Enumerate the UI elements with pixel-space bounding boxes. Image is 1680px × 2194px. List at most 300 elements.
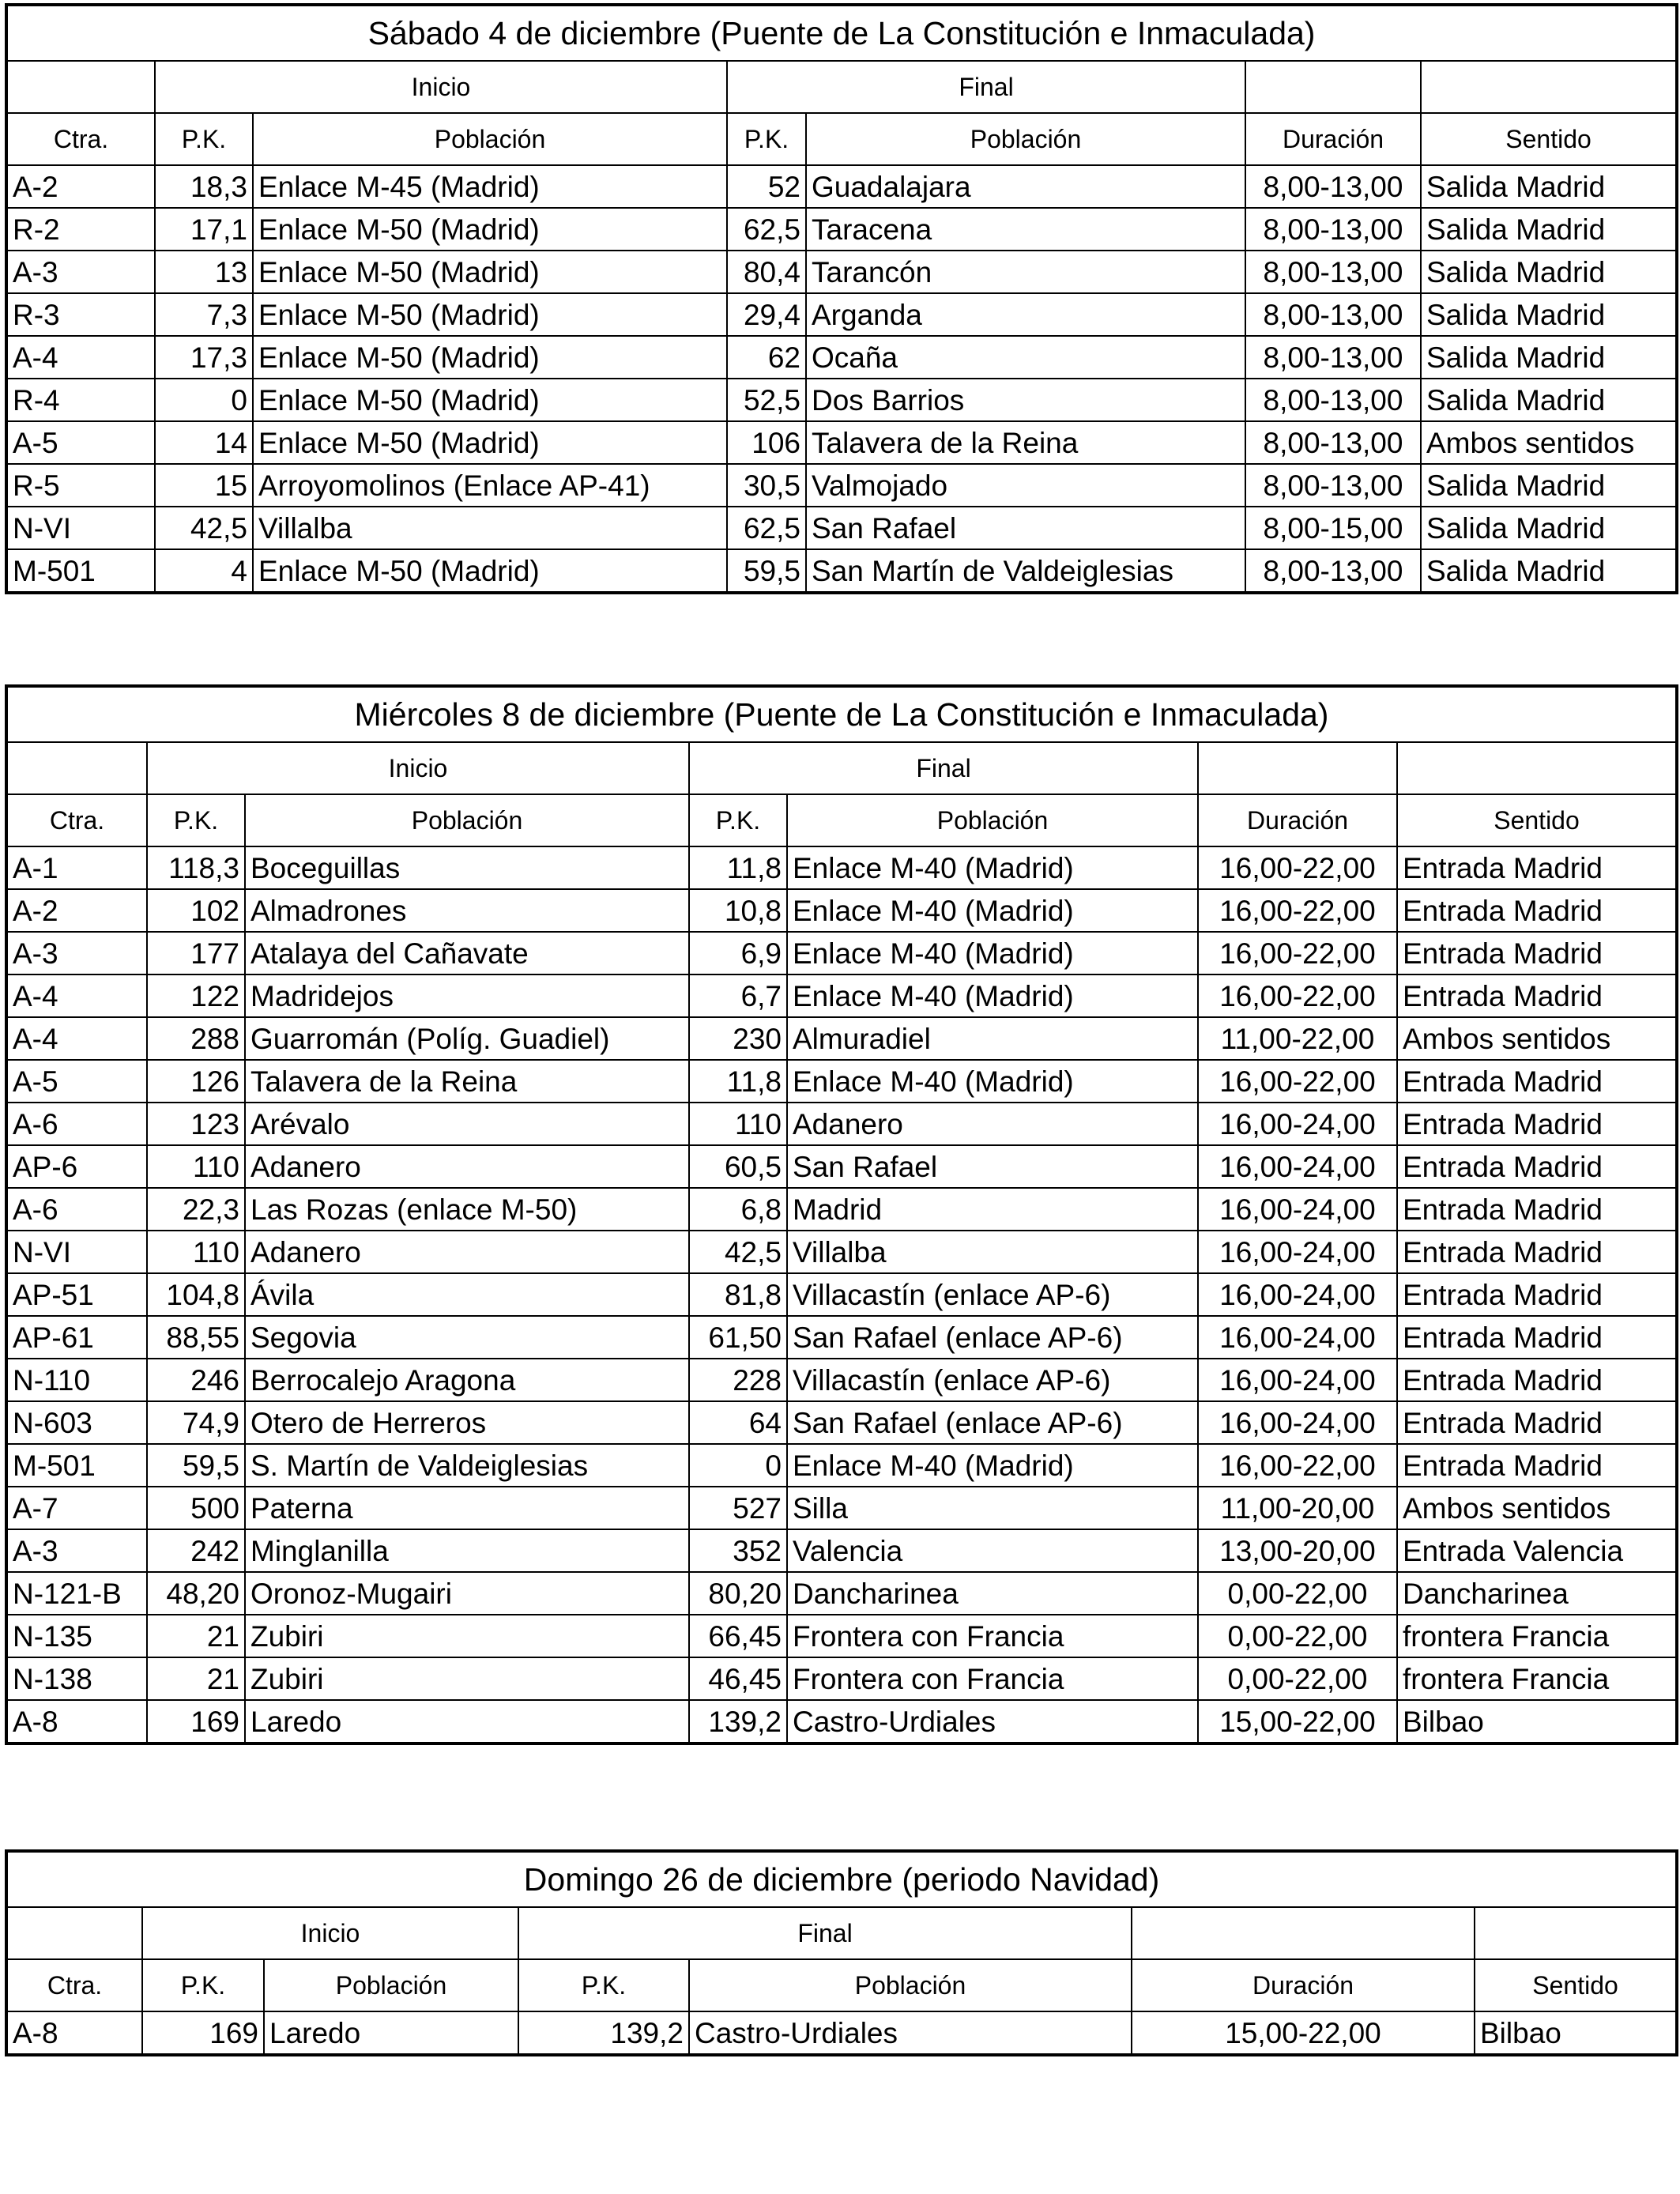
cell-duracion: 16,00-24,00 bbox=[1198, 1145, 1397, 1188]
table-row bbox=[6, 1487, 1677, 1529]
cell-ctra: N-138 bbox=[6, 1657, 147, 1700]
cell-sentido: Entrada Madrid bbox=[1397, 846, 1677, 889]
column-header-pk-final: P.K. bbox=[727, 113, 806, 165]
group-header-empty bbox=[6, 1907, 142, 1959]
cell-sentido: Salida Madrid bbox=[1421, 165, 1677, 208]
cell-pk-inicio: 0 bbox=[155, 379, 253, 421]
cell-poblacion-inicio: Paterna bbox=[245, 1487, 689, 1529]
cell-sentido: Entrada Madrid bbox=[1397, 1231, 1677, 1273]
cell-ctra: A-2 bbox=[6, 165, 155, 208]
cell-poblacion-inicio: S. Martín de Valdeiglesias bbox=[245, 1444, 689, 1487]
cell-sentido: Salida Madrid bbox=[1421, 251, 1677, 293]
cell-duracion: 11,00-22,00 bbox=[1198, 1017, 1397, 1060]
cell-pk-inicio: 246 bbox=[147, 1359, 245, 1401]
cell-sentido: Entrada Madrid bbox=[1397, 1359, 1677, 1401]
column-header-pk-final: P.K. bbox=[689, 794, 787, 846]
cell-poblacion-final: San Rafael bbox=[787, 1145, 1198, 1188]
cell-sentido: Salida Madrid bbox=[1421, 464, 1677, 507]
cell-poblacion-inicio: Las Rozas (enlace M-50) bbox=[245, 1188, 689, 1231]
cell-poblacion-final: Dancharinea bbox=[787, 1572, 1198, 1615]
group-header-final: Final bbox=[727, 61, 1245, 113]
cell-sentido: Salida Madrid bbox=[1421, 336, 1677, 379]
cell-pk-final: 6,9 bbox=[689, 932, 787, 974]
cell-sentido: Entrada Madrid bbox=[1397, 1103, 1677, 1145]
cell-ctra: A-5 bbox=[6, 1060, 147, 1103]
cell-pk-inicio: 122 bbox=[147, 974, 245, 1017]
column-header-row bbox=[6, 1959, 1677, 2011]
cell-pk-final: 6,7 bbox=[689, 974, 787, 1017]
cell-pk-final: 59,5 bbox=[727, 549, 806, 593]
table-row bbox=[6, 464, 1677, 507]
cell-poblacion-inicio: Adanero bbox=[245, 1231, 689, 1273]
cell-poblacion-final: Valmojado bbox=[806, 464, 1245, 507]
cell-pk-final: 30,5 bbox=[727, 464, 806, 507]
cell-ctra: A-6 bbox=[6, 1103, 147, 1145]
cell-poblacion-final: Adanero bbox=[787, 1103, 1198, 1145]
cell-poblacion-inicio: Minglanilla bbox=[245, 1529, 689, 1572]
cell-ctra: N-110 bbox=[6, 1359, 147, 1401]
group-header-inicio: Inicio bbox=[147, 742, 689, 794]
cell-pk-final: 352 bbox=[689, 1529, 787, 1572]
cell-pk-inicio: 123 bbox=[147, 1103, 245, 1145]
cell-poblacion-final: Talavera de la Reina bbox=[806, 421, 1245, 464]
cell-sentido: Salida Madrid bbox=[1421, 507, 1677, 549]
cell-ctra: N-VI bbox=[6, 507, 155, 549]
table-row bbox=[6, 549, 1677, 593]
group-header-empty bbox=[1421, 61, 1677, 113]
cell-pk-inicio: 500 bbox=[147, 1487, 245, 1529]
cell-pk-inicio: 74,9 bbox=[147, 1401, 245, 1444]
cell-poblacion-final: Frontera con Francia bbox=[787, 1657, 1198, 1700]
cell-poblacion-inicio: Ávila bbox=[245, 1273, 689, 1316]
table-row bbox=[6, 1188, 1677, 1231]
table-row bbox=[6, 379, 1677, 421]
cell-duracion: 16,00-24,00 bbox=[1198, 1401, 1397, 1444]
cell-pk-inicio: 126 bbox=[147, 1060, 245, 1103]
cell-sentido: Entrada Madrid bbox=[1397, 932, 1677, 974]
cell-ctra: A-5 bbox=[6, 421, 155, 464]
cell-sentido: Salida Madrid bbox=[1421, 293, 1677, 336]
table-row bbox=[6, 1273, 1677, 1316]
cell-poblacion-final: Villacastín (enlace AP-6) bbox=[787, 1273, 1198, 1316]
group-header-empty bbox=[1132, 1907, 1475, 1959]
cell-sentido: Entrada Madrid bbox=[1397, 1145, 1677, 1188]
column-header-poblacion-final: Población bbox=[806, 113, 1245, 165]
cell-duracion: 16,00-22,00 bbox=[1198, 889, 1397, 932]
column-header-sentido: Sentido bbox=[1421, 113, 1677, 165]
cell-poblacion-inicio: Arroyomolinos (Enlace AP-41) bbox=[253, 464, 727, 507]
group-header-row bbox=[6, 1907, 1677, 1959]
cell-ctra: R-5 bbox=[6, 464, 155, 507]
cell-duracion: 8,00-15,00 bbox=[1245, 507, 1421, 549]
cell-duracion: 16,00-22,00 bbox=[1198, 846, 1397, 889]
cell-pk-final: 11,8 bbox=[689, 1060, 787, 1103]
cell-sentido: Salida Madrid bbox=[1421, 208, 1677, 251]
cell-duracion: 16,00-22,00 bbox=[1198, 974, 1397, 1017]
cell-poblacion-inicio: Almadrones bbox=[245, 889, 689, 932]
cell-poblacion-final: San Martín de Valdeiglesias bbox=[806, 549, 1245, 593]
cell-sentido: Ambos sentidos bbox=[1397, 1487, 1677, 1529]
cell-pk-inicio: 177 bbox=[147, 932, 245, 974]
cell-duracion: 0,00-22,00 bbox=[1198, 1572, 1397, 1615]
table-row bbox=[6, 1231, 1677, 1273]
cell-duracion: 16,00-24,00 bbox=[1198, 1103, 1397, 1145]
column-header-row bbox=[6, 113, 1677, 165]
group-header-inicio: Inicio bbox=[155, 61, 727, 113]
cell-poblacion-final: Arganda bbox=[806, 293, 1245, 336]
cell-poblacion-inicio: Berrocalejo Aragona bbox=[245, 1359, 689, 1401]
cell-pk-final: 42,5 bbox=[689, 1231, 787, 1273]
cell-pk-final: 81,8 bbox=[689, 1273, 787, 1316]
table-row bbox=[6, 208, 1677, 251]
table-row bbox=[6, 165, 1677, 208]
column-header-ctra: Ctra. bbox=[6, 1959, 142, 2011]
cell-pk-inicio: 110 bbox=[147, 1231, 245, 1273]
cell-duracion: 8,00-13,00 bbox=[1245, 379, 1421, 421]
cell-poblacion-final: Villalba bbox=[787, 1231, 1198, 1273]
cell-pk-final: 10,8 bbox=[689, 889, 787, 932]
cell-pk-final: 230 bbox=[689, 1017, 787, 1060]
cell-duracion: 13,00-20,00 bbox=[1198, 1529, 1397, 1572]
cell-ctra: M-501 bbox=[6, 1444, 147, 1487]
group-header-empty bbox=[6, 742, 147, 794]
cell-sentido: Salida Madrid bbox=[1421, 379, 1677, 421]
cell-poblacion-inicio: Enlace M-50 (Madrid) bbox=[253, 208, 727, 251]
cell-ctra: A-8 bbox=[6, 2011, 142, 2055]
table-row bbox=[6, 1572, 1677, 1615]
cell-ctra: A-4 bbox=[6, 974, 147, 1017]
group-header-final: Final bbox=[689, 742, 1198, 794]
cell-sentido: Entrada Madrid bbox=[1397, 974, 1677, 1017]
table-row bbox=[6, 889, 1677, 932]
cell-poblacion-final: San Rafael bbox=[806, 507, 1245, 549]
cell-pk-inicio: 22,3 bbox=[147, 1188, 245, 1231]
table-row bbox=[6, 1401, 1677, 1444]
cell-poblacion-final: Frontera con Francia bbox=[787, 1615, 1198, 1657]
table-title-row bbox=[6, 686, 1677, 742]
cell-sentido: Entrada Madrid bbox=[1397, 1273, 1677, 1316]
cell-pk-inicio: 288 bbox=[147, 1017, 245, 1060]
table-row bbox=[6, 1145, 1677, 1188]
table-miercoles-8-diciembre bbox=[5, 684, 1678, 1745]
cell-duracion: 8,00-13,00 bbox=[1245, 251, 1421, 293]
cell-pk-inicio: 15 bbox=[155, 464, 253, 507]
cell-pk-final: 62,5 bbox=[727, 507, 806, 549]
table-row bbox=[6, 1657, 1677, 1700]
cell-pk-final: 527 bbox=[689, 1487, 787, 1529]
cell-pk-inicio: 7,3 bbox=[155, 293, 253, 336]
table-row bbox=[6, 251, 1677, 293]
cell-pk-final: 29,4 bbox=[727, 293, 806, 336]
column-header-poblacion-final: Población bbox=[787, 794, 1198, 846]
cell-poblacion-inicio: Boceguillas bbox=[245, 846, 689, 889]
cell-pk-inicio: 4 bbox=[155, 549, 253, 593]
cell-duracion: 16,00-22,00 bbox=[1198, 1444, 1397, 1487]
column-header-pk-inicio: P.K. bbox=[155, 113, 253, 165]
column-header-ctra: Ctra. bbox=[6, 113, 155, 165]
cell-poblacion-inicio: Otero de Herreros bbox=[245, 1401, 689, 1444]
cell-ctra: AP-61 bbox=[6, 1316, 147, 1359]
column-header-poblacion-inicio: Población bbox=[264, 1959, 518, 2011]
table-title: Miércoles 8 de diciembre (Puente de La Constitución e Inmaculada) bbox=[6, 686, 1677, 742]
cell-pk-final: 106 bbox=[727, 421, 806, 464]
cell-ctra: N-121-B bbox=[6, 1572, 147, 1615]
cell-poblacion-inicio: Enlace M-50 (Madrid) bbox=[253, 251, 727, 293]
cell-pk-final: 139,2 bbox=[689, 1700, 787, 1744]
cell-pk-final: 62 bbox=[727, 336, 806, 379]
table-row bbox=[6, 932, 1677, 974]
cell-duracion: 15,00-22,00 bbox=[1132, 2011, 1475, 2055]
group-header-row bbox=[6, 742, 1677, 794]
cell-pk-final: 61,50 bbox=[689, 1316, 787, 1359]
cell-poblacion-final: Castro-Urdiales bbox=[787, 1700, 1198, 1744]
table-row bbox=[6, 293, 1677, 336]
cell-ctra: A-6 bbox=[6, 1188, 147, 1231]
column-header-ctra: Ctra. bbox=[6, 794, 147, 846]
cell-poblacion-final: Silla bbox=[787, 1487, 1198, 1529]
table-row bbox=[6, 507, 1677, 549]
cell-poblacion-inicio: Oronoz-Mugairi bbox=[245, 1572, 689, 1615]
cell-sentido: Salida Madrid bbox=[1421, 549, 1677, 593]
cell-pk-inicio: 104,8 bbox=[147, 1273, 245, 1316]
cell-poblacion-inicio: Enlace M-50 (Madrid) bbox=[253, 421, 727, 464]
cell-pk-final: 46,45 bbox=[689, 1657, 787, 1700]
cell-poblacion-final: Tarancón bbox=[806, 251, 1245, 293]
cell-ctra: A-4 bbox=[6, 1017, 147, 1060]
cell-sentido: Entrada Valencia bbox=[1397, 1529, 1677, 1572]
column-header-duracion: Duración bbox=[1132, 1959, 1475, 2011]
cell-duracion: 16,00-22,00 bbox=[1198, 1060, 1397, 1103]
table-row bbox=[6, 1103, 1677, 1145]
cell-poblacion-final: Guadalajara bbox=[806, 165, 1245, 208]
table-row bbox=[6, 1060, 1677, 1103]
cell-poblacion-inicio: Villalba bbox=[253, 507, 727, 549]
cell-pk-final: 80,4 bbox=[727, 251, 806, 293]
column-header-sentido: Sentido bbox=[1475, 1959, 1677, 2011]
table-row bbox=[6, 2011, 1677, 2055]
cell-ctra: A-3 bbox=[6, 932, 147, 974]
column-header-pk-final: P.K. bbox=[518, 1959, 689, 2011]
cell-duracion: 16,00-22,00 bbox=[1198, 932, 1397, 974]
cell-ctra: A-4 bbox=[6, 336, 155, 379]
cell-poblacion-final: Enlace M-40 (Madrid) bbox=[787, 1444, 1198, 1487]
table-row bbox=[6, 1017, 1677, 1060]
cell-ctra: M-501 bbox=[6, 549, 155, 593]
group-header-final: Final bbox=[518, 1907, 1132, 1959]
cell-pk-inicio: 21 bbox=[147, 1657, 245, 1700]
table-row bbox=[6, 1700, 1677, 1744]
cell-poblacion-final: Dos Barrios bbox=[806, 379, 1245, 421]
cell-poblacion-inicio: Madridejos bbox=[245, 974, 689, 1017]
cell-poblacion-inicio: Adanero bbox=[245, 1145, 689, 1188]
cell-ctra: A-1 bbox=[6, 846, 147, 889]
cell-duracion: 8,00-13,00 bbox=[1245, 549, 1421, 593]
table-title-row bbox=[6, 1851, 1677, 1907]
cell-poblacion-inicio: Enlace M-50 (Madrid) bbox=[253, 379, 727, 421]
cell-duracion: 8,00-13,00 bbox=[1245, 165, 1421, 208]
cell-pk-inicio: 110 bbox=[147, 1145, 245, 1188]
cell-ctra: R-4 bbox=[6, 379, 155, 421]
table-title-row bbox=[6, 5, 1677, 61]
column-header-row bbox=[6, 794, 1677, 846]
cell-pk-inicio: 118,3 bbox=[147, 846, 245, 889]
cell-pk-final: 80,20 bbox=[689, 1572, 787, 1615]
table-row bbox=[6, 1615, 1677, 1657]
cell-pk-inicio: 102 bbox=[147, 889, 245, 932]
cell-sentido: Entrada Madrid bbox=[1397, 1060, 1677, 1103]
cell-pk-inicio: 169 bbox=[142, 2011, 264, 2055]
cell-sentido: frontera Francia bbox=[1397, 1615, 1677, 1657]
cell-pk-inicio: 48,20 bbox=[147, 1572, 245, 1615]
cell-sentido: Bilbao bbox=[1397, 1700, 1677, 1744]
group-header-empty bbox=[1475, 1907, 1677, 1959]
cell-pk-inicio: 18,3 bbox=[155, 165, 253, 208]
cell-duracion: 8,00-13,00 bbox=[1245, 464, 1421, 507]
cell-ctra: AP-51 bbox=[6, 1273, 147, 1316]
column-header-duracion: Duración bbox=[1198, 794, 1397, 846]
cell-pk-final: 62,5 bbox=[727, 208, 806, 251]
cell-poblacion-inicio: Enlace M-50 (Madrid) bbox=[253, 549, 727, 593]
cell-poblacion-final: Madrid bbox=[787, 1188, 1198, 1231]
cell-pk-inicio: 14 bbox=[155, 421, 253, 464]
cell-pk-inicio: 13 bbox=[155, 251, 253, 293]
cell-poblacion-inicio: Atalaya del Cañavate bbox=[245, 932, 689, 974]
cell-pk-inicio: 59,5 bbox=[147, 1444, 245, 1487]
column-header-pk-inicio: P.K. bbox=[142, 1959, 264, 2011]
cell-duracion: 0,00-22,00 bbox=[1198, 1615, 1397, 1657]
cell-duracion: 8,00-13,00 bbox=[1245, 208, 1421, 251]
cell-pk-final: 139,2 bbox=[518, 2011, 689, 2055]
cell-poblacion-final: Ocaña bbox=[806, 336, 1245, 379]
cell-poblacion-final: Castro-Urdiales bbox=[689, 2011, 1132, 2055]
cell-poblacion-final: Almuradiel bbox=[787, 1017, 1198, 1060]
cell-pk-final: 66,45 bbox=[689, 1615, 787, 1657]
cell-duracion: 16,00-24,00 bbox=[1198, 1188, 1397, 1231]
cell-ctra: A-3 bbox=[6, 251, 155, 293]
cell-duracion: 11,00-20,00 bbox=[1198, 1487, 1397, 1529]
cell-poblacion-inicio: Talavera de la Reina bbox=[245, 1060, 689, 1103]
cell-duracion: 16,00-24,00 bbox=[1198, 1231, 1397, 1273]
cell-poblacion-final: Enlace M-40 (Madrid) bbox=[787, 846, 1198, 889]
cell-pk-inicio: 21 bbox=[147, 1615, 245, 1657]
table-domingo-26-diciembre bbox=[5, 1849, 1678, 2056]
group-header-row bbox=[6, 61, 1677, 113]
cell-duracion: 8,00-13,00 bbox=[1245, 336, 1421, 379]
column-header-duracion: Duración bbox=[1245, 113, 1421, 165]
cell-pk-final: 0 bbox=[689, 1444, 787, 1487]
cell-pk-final: 110 bbox=[689, 1103, 787, 1145]
column-header-poblacion-inicio: Población bbox=[253, 113, 727, 165]
cell-poblacion-final: Valencia bbox=[787, 1529, 1198, 1572]
cell-poblacion-inicio: Laredo bbox=[264, 2011, 518, 2055]
cell-sentido: Bilbao bbox=[1475, 2011, 1677, 2055]
cell-sentido: frontera Francia bbox=[1397, 1657, 1677, 1700]
cell-pk-final: 11,8 bbox=[689, 846, 787, 889]
cell-ctra: A-3 bbox=[6, 1529, 147, 1572]
table-row bbox=[6, 336, 1677, 379]
table-row bbox=[6, 974, 1677, 1017]
cell-poblacion-inicio: Enlace M-45 (Madrid) bbox=[253, 165, 727, 208]
cell-sentido: Entrada Madrid bbox=[1397, 1444, 1677, 1487]
cell-sentido: Ambos sentidos bbox=[1397, 1017, 1677, 1060]
cell-poblacion-final: Enlace M-40 (Madrid) bbox=[787, 974, 1198, 1017]
cell-pk-inicio: 88,55 bbox=[147, 1316, 245, 1359]
group-header-empty bbox=[6, 61, 155, 113]
cell-duracion: 16,00-24,00 bbox=[1198, 1316, 1397, 1359]
cell-poblacion-inicio: Arévalo bbox=[245, 1103, 689, 1145]
cell-duracion: 8,00-13,00 bbox=[1245, 293, 1421, 336]
table-title: Sábado 4 de diciembre (Puente de La Constitución e Inmaculada) bbox=[6, 5, 1677, 61]
table-sabado-4-diciembre bbox=[5, 3, 1678, 594]
group-header-empty bbox=[1245, 61, 1421, 113]
cell-poblacion-final: Taracena bbox=[806, 208, 1245, 251]
cell-poblacion-final: Enlace M-40 (Madrid) bbox=[787, 932, 1198, 974]
table-row bbox=[6, 846, 1677, 889]
cell-duracion: 16,00-24,00 bbox=[1198, 1273, 1397, 1316]
cell-poblacion-final: Enlace M-40 (Madrid) bbox=[787, 1060, 1198, 1103]
cell-sentido: Entrada Madrid bbox=[1397, 1401, 1677, 1444]
table-row bbox=[6, 421, 1677, 464]
cell-duracion: 15,00-22,00 bbox=[1198, 1700, 1397, 1744]
cell-pk-final: 52 bbox=[727, 165, 806, 208]
cell-ctra: A-2 bbox=[6, 889, 147, 932]
cell-ctra: AP-6 bbox=[6, 1145, 147, 1188]
group-header-empty bbox=[1397, 742, 1677, 794]
cell-sentido: Entrada Madrid bbox=[1397, 1188, 1677, 1231]
cell-sentido: Ambos sentidos bbox=[1421, 421, 1677, 464]
cell-sentido: Entrada Madrid bbox=[1397, 889, 1677, 932]
cell-duracion: 0,00-22,00 bbox=[1198, 1657, 1397, 1700]
group-header-inicio: Inicio bbox=[142, 1907, 518, 1959]
cell-poblacion-inicio: Zubiri bbox=[245, 1615, 689, 1657]
table-row bbox=[6, 1316, 1677, 1359]
cell-poblacion-final: San Rafael (enlace AP-6) bbox=[787, 1316, 1198, 1359]
cell-poblacion-final: San Rafael (enlace AP-6) bbox=[787, 1401, 1198, 1444]
cell-poblacion-inicio: Guarromán (Políg. Guadiel) bbox=[245, 1017, 689, 1060]
cell-pk-inicio: 17,1 bbox=[155, 208, 253, 251]
column-header-poblacion-final: Población bbox=[689, 1959, 1132, 2011]
cell-poblacion-final: Villacastín (enlace AP-6) bbox=[787, 1359, 1198, 1401]
column-header-sentido: Sentido bbox=[1397, 794, 1677, 846]
cell-ctra: N-VI bbox=[6, 1231, 147, 1273]
cell-pk-final: 6,8 bbox=[689, 1188, 787, 1231]
cell-pk-inicio: 42,5 bbox=[155, 507, 253, 549]
cell-pk-inicio: 17,3 bbox=[155, 336, 253, 379]
table-row bbox=[6, 1359, 1677, 1401]
cell-pk-final: 52,5 bbox=[727, 379, 806, 421]
cell-pk-inicio: 242 bbox=[147, 1529, 245, 1572]
cell-pk-final: 228 bbox=[689, 1359, 787, 1401]
cell-sentido: Dancharinea bbox=[1397, 1572, 1677, 1615]
cell-sentido: Entrada Madrid bbox=[1397, 1316, 1677, 1359]
cell-poblacion-final: Enlace M-40 (Madrid) bbox=[787, 889, 1198, 932]
table-row bbox=[6, 1444, 1677, 1487]
cell-poblacion-inicio: Laredo bbox=[245, 1700, 689, 1744]
group-header-empty bbox=[1198, 742, 1397, 794]
cell-ctra: R-3 bbox=[6, 293, 155, 336]
cell-pk-final: 60,5 bbox=[689, 1145, 787, 1188]
cell-poblacion-inicio: Segovia bbox=[245, 1316, 689, 1359]
table-row bbox=[6, 1529, 1677, 1572]
cell-duracion: 16,00-24,00 bbox=[1198, 1359, 1397, 1401]
column-header-poblacion-inicio: Población bbox=[245, 794, 689, 846]
cell-pk-inicio: 169 bbox=[147, 1700, 245, 1744]
cell-pk-final: 64 bbox=[689, 1401, 787, 1444]
cell-poblacion-inicio: Enlace M-50 (Madrid) bbox=[253, 336, 727, 379]
column-header-pk-inicio: P.K. bbox=[147, 794, 245, 846]
cell-poblacion-inicio: Enlace M-50 (Madrid) bbox=[253, 293, 727, 336]
table-title: Domingo 26 de diciembre (periodo Navidad) bbox=[6, 1851, 1677, 1907]
